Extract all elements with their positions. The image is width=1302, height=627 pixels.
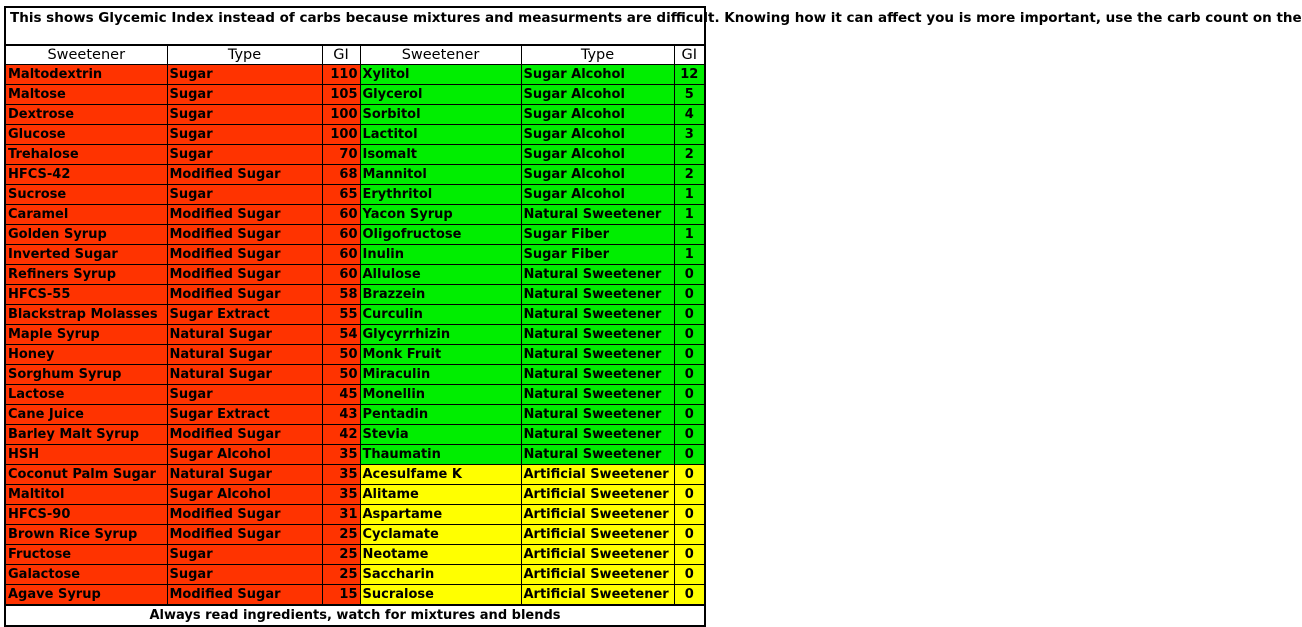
left-type-cell: Modified Sugar xyxy=(167,165,322,185)
right-type-cell: Natural Sweetener xyxy=(521,305,674,325)
right-sweetener-cell: Alitame xyxy=(360,485,521,505)
table-row xyxy=(6,565,704,585)
left-gi-cell: 25 xyxy=(322,545,360,565)
left-gi-cell: 60 xyxy=(322,205,360,225)
table-row xyxy=(6,65,704,85)
right-type-cell: Natural Sweetener xyxy=(521,425,674,445)
left-gi-cell: 68 xyxy=(322,165,360,185)
left-type-cell: Natural Sugar xyxy=(167,465,322,485)
table-row xyxy=(6,505,704,525)
right-sweetener-cell: Allulose xyxy=(360,265,521,285)
right-sweetener-cell: Mannitol xyxy=(360,165,521,185)
table-row xyxy=(6,325,704,345)
left-type-cell: Modified Sugar xyxy=(167,425,322,445)
left-gi-cell: 31 xyxy=(322,505,360,525)
left-type-cell: Sugar Alcohol xyxy=(167,485,322,505)
table-row xyxy=(6,185,704,205)
left-type-cell: Modified Sugar xyxy=(167,205,322,225)
left-gi-cell: 110 xyxy=(322,65,360,85)
table-row xyxy=(6,425,704,445)
right-sweetener-cell: Monk Fruit xyxy=(360,345,521,365)
left-type-cell: Sugar xyxy=(167,125,322,145)
right-type-cell: Sugar Alcohol xyxy=(521,85,674,105)
sheet-title: This shows Glycemic Index instead of carbs because mixtures and measurments are difficult. Knowing how it can affect you is more important, use the carb count on the xyxy=(6,8,704,45)
right-sweetener-cell: Neotame xyxy=(360,545,521,565)
left-sweetener-cell: Fructose xyxy=(6,545,167,565)
left-gi-cell: 105 xyxy=(322,85,360,105)
left-type-cell: Sugar Extract xyxy=(167,405,322,425)
right-gi-cell: 2 xyxy=(674,145,704,165)
right-type-cell: Artificial Sweetener xyxy=(521,565,674,585)
right-type-cell: Natural Sweetener xyxy=(521,345,674,365)
table-row xyxy=(6,485,704,505)
header-type-left: Type xyxy=(167,46,322,65)
right-gi-cell: 3 xyxy=(674,125,704,145)
right-gi-cell: 0 xyxy=(674,585,704,605)
left-gi-cell: 60 xyxy=(322,265,360,285)
left-sweetener-cell: Maltose xyxy=(6,85,167,105)
right-type-cell: Sugar Alcohol xyxy=(521,145,674,165)
right-sweetener-cell: Inulin xyxy=(360,245,521,265)
right-gi-cell: 0 xyxy=(674,365,704,385)
left-type-cell: Sugar xyxy=(167,565,322,585)
left-sweetener-cell: HFCS-90 xyxy=(6,505,167,525)
left-gi-cell: 25 xyxy=(322,525,360,545)
right-sweetener-cell: Glycyrrhizin xyxy=(360,325,521,345)
header-gi-right: GI xyxy=(674,46,704,65)
right-gi-cell: 0 xyxy=(674,445,704,465)
right-gi-cell: 5 xyxy=(674,85,704,105)
header-gi-left: GI xyxy=(322,46,360,65)
right-gi-cell: 2 xyxy=(674,165,704,185)
left-sweetener-cell: Barley Malt Syrup xyxy=(6,425,167,445)
header-row xyxy=(6,46,704,65)
left-gi-cell: 35 xyxy=(322,465,360,485)
footer-note: Always read ingredients, watch for mixtures and blends xyxy=(6,605,704,625)
left-sweetener-cell: Dextrose xyxy=(6,105,167,125)
left-sweetener-cell: Inverted Sugar xyxy=(6,245,167,265)
left-sweetener-cell: Maple Syrup xyxy=(6,325,167,345)
right-sweetener-cell: Oligofructose xyxy=(360,225,521,245)
left-sweetener-cell: Honey xyxy=(6,345,167,365)
right-type-cell: Artificial Sweetener xyxy=(521,525,674,545)
left-sweetener-cell: HSH xyxy=(6,445,167,465)
right-sweetener-cell: Acesulfame K xyxy=(360,465,521,485)
table-row xyxy=(6,365,704,385)
left-sweetener-cell: Brown Rice Syrup xyxy=(6,525,167,545)
right-gi-cell: 0 xyxy=(674,305,704,325)
table-row xyxy=(6,445,704,465)
sweetener-table xyxy=(6,45,704,605)
right-type-cell: Sugar Alcohol xyxy=(521,105,674,125)
right-type-cell: Sugar Alcohol xyxy=(521,125,674,145)
header-type-right: Type xyxy=(521,46,674,65)
left-sweetener-cell: HFCS-55 xyxy=(6,285,167,305)
right-sweetener-cell: Aspartame xyxy=(360,505,521,525)
right-sweetener-cell: Sucralose xyxy=(360,585,521,605)
left-gi-cell: 50 xyxy=(322,345,360,365)
table-row xyxy=(6,345,704,365)
left-type-cell: Modified Sugar xyxy=(167,285,322,305)
left-sweetener-cell: Golden Syrup xyxy=(6,225,167,245)
left-gi-cell: 65 xyxy=(322,185,360,205)
table-row xyxy=(6,585,704,605)
left-gi-cell: 60 xyxy=(322,245,360,265)
left-type-cell: Modified Sugar xyxy=(167,245,322,265)
left-sweetener-cell: Refiners Syrup xyxy=(6,265,167,285)
left-type-cell: Sugar xyxy=(167,385,322,405)
table-row xyxy=(6,545,704,565)
left-gi-cell: 54 xyxy=(322,325,360,345)
right-type-cell: Artificial Sweetener xyxy=(521,485,674,505)
right-sweetener-cell: Glycerol xyxy=(360,85,521,105)
left-type-cell: Sugar xyxy=(167,105,322,125)
right-gi-cell: 0 xyxy=(674,485,704,505)
table-row xyxy=(6,105,704,125)
right-sweetener-cell: Brazzein xyxy=(360,285,521,305)
right-sweetener-cell: Sorbitol xyxy=(360,105,521,125)
right-gi-cell: 1 xyxy=(674,205,704,225)
right-gi-cell: 4 xyxy=(674,105,704,125)
right-gi-cell: 1 xyxy=(674,185,704,205)
left-sweetener-cell: Blackstrap Molasses xyxy=(6,305,167,325)
left-sweetener-cell: Lactose xyxy=(6,385,167,405)
right-type-cell: Natural Sweetener xyxy=(521,445,674,465)
left-type-cell: Modified Sugar xyxy=(167,225,322,245)
left-gi-cell: 100 xyxy=(322,105,360,125)
table-row xyxy=(6,205,704,225)
right-type-cell: Natural Sweetener xyxy=(521,385,674,405)
left-gi-cell: 15 xyxy=(322,585,360,605)
left-type-cell: Natural Sugar xyxy=(167,325,322,345)
left-type-cell: Modified Sugar xyxy=(167,525,322,545)
table-row xyxy=(6,525,704,545)
right-type-cell: Natural Sweetener xyxy=(521,325,674,345)
header-sweetener-left: Sweetener xyxy=(6,46,167,65)
right-gi-cell: 0 xyxy=(674,465,704,485)
right-gi-cell: 0 xyxy=(674,265,704,285)
right-sweetener-cell: Isomalt xyxy=(360,145,521,165)
header-sweetener-right: Sweetener xyxy=(360,46,521,65)
glycemic-index-sheet xyxy=(4,6,1302,627)
table-body xyxy=(6,65,704,605)
right-type-cell: Artificial Sweetener xyxy=(521,545,674,565)
table-row xyxy=(6,465,704,485)
right-sweetener-cell: Stevia xyxy=(360,425,521,445)
right-gi-cell: 1 xyxy=(674,245,704,265)
right-sweetener-cell: Curculin xyxy=(360,305,521,325)
left-gi-cell: 58 xyxy=(322,285,360,305)
left-type-cell: Sugar xyxy=(167,145,322,165)
right-type-cell: Artificial Sweetener xyxy=(521,465,674,485)
right-gi-cell: 0 xyxy=(674,345,704,365)
left-type-cell: Sugar Extract xyxy=(167,305,322,325)
right-type-cell: Sugar Fiber xyxy=(521,245,674,265)
left-type-cell: Sugar Alcohol xyxy=(167,445,322,465)
left-type-cell: Sugar xyxy=(167,85,322,105)
right-gi-cell: 0 xyxy=(674,565,704,585)
right-gi-cell: 0 xyxy=(674,285,704,305)
right-gi-cell: 0 xyxy=(674,525,704,545)
right-sweetener-cell: Xylitol xyxy=(360,65,521,85)
right-type-cell: Natural Sweetener xyxy=(521,405,674,425)
right-type-cell: Natural Sweetener xyxy=(521,205,674,225)
left-sweetener-cell: Glucose xyxy=(6,125,167,145)
left-type-cell: Modified Sugar xyxy=(167,585,322,605)
table-row xyxy=(6,165,704,185)
left-gi-cell: 25 xyxy=(322,565,360,585)
right-type-cell: Natural Sweetener xyxy=(521,365,674,385)
table-row xyxy=(6,285,704,305)
left-sweetener-cell: HFCS-42 xyxy=(6,165,167,185)
table-row xyxy=(6,245,704,265)
right-sweetener-cell: Lactitol xyxy=(360,125,521,145)
right-sweetener-cell: Pentadin xyxy=(360,405,521,425)
table-row xyxy=(6,225,704,245)
right-gi-cell: 0 xyxy=(674,385,704,405)
right-type-cell: Artificial Sweetener xyxy=(521,505,674,525)
left-sweetener-cell: Caramel xyxy=(6,205,167,225)
left-type-cell: Sugar xyxy=(167,545,322,565)
right-type-cell: Natural Sweetener xyxy=(521,285,674,305)
left-sweetener-cell: Maltodextrin xyxy=(6,65,167,85)
left-sweetener-cell: Agave Syrup xyxy=(6,585,167,605)
left-gi-cell: 43 xyxy=(322,405,360,425)
left-gi-cell: 60 xyxy=(322,225,360,245)
left-gi-cell: 100 xyxy=(322,125,360,145)
left-gi-cell: 35 xyxy=(322,445,360,465)
left-gi-cell: 45 xyxy=(322,385,360,405)
right-sweetener-cell: Miraculin xyxy=(360,365,521,385)
left-type-cell: Sugar xyxy=(167,65,322,85)
table-row xyxy=(6,405,704,425)
right-type-cell: Sugar Alcohol xyxy=(521,185,674,205)
right-gi-cell: 1 xyxy=(674,225,704,245)
table-row xyxy=(6,305,704,325)
left-sweetener-cell: Sorghum Syrup xyxy=(6,365,167,385)
right-gi-cell: 0 xyxy=(674,545,704,565)
right-sweetener-cell: Erythritol xyxy=(360,185,521,205)
right-type-cell: Natural Sweetener xyxy=(521,265,674,285)
right-type-cell: Sugar Fiber xyxy=(521,225,674,245)
right-type-cell: Artificial Sweetener xyxy=(521,585,674,605)
right-gi-cell: 0 xyxy=(674,425,704,445)
left-gi-cell: 55 xyxy=(322,305,360,325)
right-gi-cell: 0 xyxy=(674,325,704,345)
left-gi-cell: 70 xyxy=(322,145,360,165)
left-sweetener-cell: Maltitol xyxy=(6,485,167,505)
left-sweetener-cell: Cane Juice xyxy=(6,405,167,425)
table-row xyxy=(6,145,704,165)
right-type-cell: Sugar Alcohol xyxy=(521,165,674,185)
left-sweetener-cell: Sucrose xyxy=(6,185,167,205)
left-sweetener-cell: Galactose xyxy=(6,565,167,585)
right-gi-cell: 0 xyxy=(674,405,704,425)
left-type-cell: Natural Sugar xyxy=(167,345,322,365)
table-row xyxy=(6,125,704,145)
right-sweetener-cell: Saccharin xyxy=(360,565,521,585)
right-gi-cell: 0 xyxy=(674,505,704,525)
left-sweetener-cell: Trehalose xyxy=(6,145,167,165)
table-row xyxy=(6,265,704,285)
right-sweetener-cell: Yacon Syrup xyxy=(360,205,521,225)
left-gi-cell: 50 xyxy=(322,365,360,385)
right-sweetener-cell: Thaumatin xyxy=(360,445,521,465)
right-sweetener-cell: Cyclamate xyxy=(360,525,521,545)
right-type-cell: Sugar Alcohol xyxy=(521,65,674,85)
table-row xyxy=(6,385,704,405)
left-sweetener-cell: Coconut Palm Sugar xyxy=(6,465,167,485)
right-sweetener-cell: Monellin xyxy=(360,385,521,405)
left-type-cell: Natural Sugar xyxy=(167,365,322,385)
right-gi-cell: 12 xyxy=(674,65,704,85)
left-gi-cell: 35 xyxy=(322,485,360,505)
left-gi-cell: 42 xyxy=(322,425,360,445)
left-type-cell: Modified Sugar xyxy=(167,505,322,525)
left-type-cell: Modified Sugar xyxy=(167,265,322,285)
table-row xyxy=(6,85,704,105)
left-type-cell: Sugar xyxy=(167,185,322,205)
